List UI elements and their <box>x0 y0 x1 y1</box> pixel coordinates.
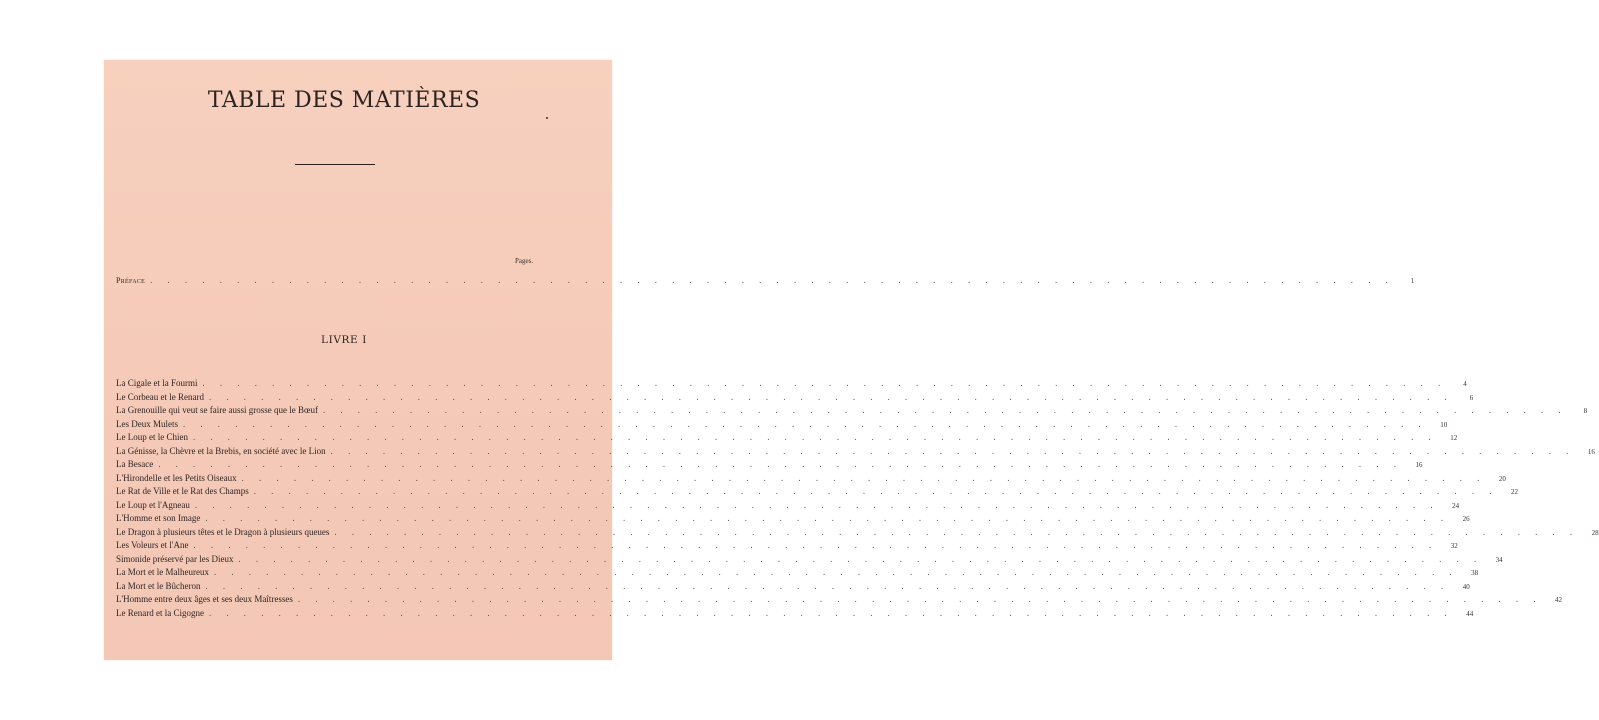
toc-entry-title: Les Deux Mulets <box>116 418 178 429</box>
page-title: TABLE DES MATIÈRES <box>207 88 481 113</box>
dot-leader: . . . . . . . . . . . . . . . . . . . . . . . . . . . . . . . . . . . . . . . . . . . . . . . . . . . . . . . . . . . . . . . . . . . . . . . . <box>212 570 1458 578</box>
toc-entry-title: La Génisse, la Chèvre et la Brebis, en société avec le Lion <box>116 445 326 456</box>
toc-page-number: 20 <box>1498 474 1506 483</box>
toc-entry[interactable] <box>116 499 1460 514</box>
toc-page-number: 8 <box>1583 407 1588 415</box>
stray-ink-dot <box>546 117 548 119</box>
toc-page-number: 12 <box>1450 434 1458 442</box>
toc-entry-title: Le Dragon à plusieurs têtes et le Dragon à plusieurs queues <box>116 526 330 537</box>
toc-entry-title: L'Homme entre deux âges et ses deux Maîtresses <box>116 594 293 604</box>
pages-column-label: Pages. <box>515 257 534 265</box>
dot-leader: . . . . . . . . . . . . . . . . . . . . . . . . . . . . . . . . . . . . . . . . . . . . . . . . . . . . . . . . . . . . . . . . . . . . . . . . <box>149 278 1394 286</box>
toc-entry[interactable] <box>116 418 1448 433</box>
toc-page-number: 42 <box>1555 596 1563 604</box>
dot-leader: . . . . . . . . . . . . . . . . . . . . . . . . . . . . . . . . . . . . . . . . . . . . . . . . . . . . . . . . . . . . . . . . . . . . . . . . <box>201 381 1446 389</box>
dot-leader: . . . . . . . . . . . . . . . . . . . . . . . . . . . . . . . . . . . . . . . . . . . . . . . . . . . . . . . . . . . . . . . . . . . . . . . . <box>329 448 1574 457</box>
toc-page-number: 16 <box>1415 461 1423 469</box>
toc-page-number: 28 <box>1591 528 1599 537</box>
toc-entry[interactable] <box>116 432 1458 446</box>
toc-entry[interactable] <box>116 540 1458 554</box>
toc-page-number: 34 <box>1495 555 1503 564</box>
toc-entry-title: L'Hirondelle et les Petits Oiseaux <box>116 472 237 483</box>
toc-entry[interactable] <box>116 553 1503 568</box>
toc-entry-title: Les Voleurs et l'Ane <box>116 540 189 550</box>
toc-entry-title: Préface <box>116 276 146 285</box>
toc-page-number: 24 <box>1452 501 1460 510</box>
toc-page-number: 6 <box>1469 393 1474 402</box>
toc-entry[interactable] <box>116 580 1470 595</box>
toc-page-number: 16 <box>1587 447 1595 456</box>
dot-leader: . . . . . . . . . . . . . . . . . . . . . . . . . . . . . . . . . . . . . . . . . . . . . . . . . . . . . . . . . . . . . . . . . . . . . . . . <box>207 610 1453 619</box>
dot-leader: . . . . . . . . . . . . . . . . . . . . . . . . . . . . . . . . . . . . . . . . . . . . . . . . . . . . . . . . . . . . . . . . . . . . . . . . <box>252 489 1497 497</box>
toc-entry[interactable] <box>116 378 1467 392</box>
book-page <box>104 60 1599 660</box>
dot-leader: . . . . . . . . . . . . . . . . . . . . . . . . . . . . . . . . . . . . . . . . . . . . . . . . . . . . . . . . . . . . . . . . . . . . . . . . <box>204 516 1449 524</box>
toc-entry-title: La Besace <box>116 459 154 469</box>
toc-entry-title: La Mort et le Malheureux <box>116 567 209 577</box>
dot-leader: . . . . . . . . . . . . . . . . . . . . . . . . . . . . . . . . . . . . . . . . . . . . . . . . . . . . . . . . . . . . . . . . . . . . . . . . <box>182 421 1427 430</box>
toc-entry-preface[interactable] <box>116 276 1415 290</box>
toc-entry-title: La Cigale et la Fourmi <box>116 378 198 388</box>
toc-entry-title: Le Corbeau et le Renard <box>116 391 204 402</box>
toc-entry-title: L'Homme et son Image <box>116 513 201 523</box>
toc-page-number: 40 <box>1462 582 1470 591</box>
toc-page-number: 4 <box>1463 380 1467 388</box>
toc-entry-title: Le Renard et la Cigogne <box>116 607 204 618</box>
toc-entry[interactable] <box>116 405 1588 419</box>
dot-leader: . . . . . . . . . . . . . . . . . . . . . . . . . . . . . . . . . . . . . . . . . . . . . . . . . . . . . . . . . . . . . . . . . . . . . . . . <box>207 394 1453 403</box>
dot-leader: . . . . . . . . . . . . . . . . . . . . . . . . . . . . . . . . . . . . . . . . . . . . . . . . . . . . . . . . . . . . . . . . . . . . . . . . <box>192 543 1437 551</box>
dot-leader: . . . . . . . . . . . . . . . . . . . . . . . . . . . . . . . . . . . . . . . . . . . . . . . . . . . . . . . . . . . . . . . . . . . . . . . . <box>321 408 1567 416</box>
toc-entry[interactable] <box>116 472 1506 487</box>
toc-entry[interactable] <box>116 391 1474 406</box>
dot-leader: . . . . . . . . . . . . . . . . . . . . . . . . . . . . . . . . . . . . . . . . . . . . . . . . . . . . . . . . . . . . . . . . . . . . . . . . <box>204 583 1449 592</box>
toc-entry[interactable] <box>116 445 1595 460</box>
toc-entry-title: Le Loup et l'Agneau <box>116 499 190 510</box>
dot-leader: . . . . . . . . . . . . . . . . . . . . . . . . . . . . . . . . . . . . . . . . . . . . . . . . . . . . . . . . . . . . . . . . . . . . . . . . <box>193 502 1439 511</box>
toc-page-number: 26 <box>1462 515 1470 523</box>
toc-entry[interactable] <box>116 513 1470 527</box>
title-rule <box>295 164 375 165</box>
toc-entry[interactable] <box>116 526 1599 541</box>
toc-entry-title: Simonide préservé par les Dieux <box>116 553 234 564</box>
toc-entry-title: La Mort et le Bûcheron <box>116 580 201 591</box>
toc-entry[interactable] <box>116 594 1563 608</box>
toc-page-number: 1 <box>1410 277 1415 285</box>
toc-entry-title: Le Loup et le Chien <box>116 432 188 442</box>
toc-page-number: 10 <box>1440 420 1448 429</box>
toc-entry-title: Le Rat de Ville et le Rat des Champs <box>116 486 249 496</box>
dot-leader: . . . . . . . . . . . . . . . . . . . . . . . . . . . . . . . . . . . . . . . . . . . . . . . . . . . . . . . . . . . . . . . . . . . . . . . . <box>240 475 1485 484</box>
dot-leader: . . . . . . . . . . . . . . . . . . . . . . . . . . . . . . . . . . . . . . . . . . . . . . . . . . . . . . . . . . . . . . . . . . . . . . . . <box>157 462 1402 470</box>
toc-entry-title: La Grenouille qui veut se faire aussi grosse que le Bœuf <box>116 405 318 415</box>
toc-page-number: 38 <box>1471 569 1479 577</box>
toc-entry[interactable] <box>116 486 1518 500</box>
toc-entry[interactable] <box>116 459 1423 473</box>
toc-entry[interactable] <box>116 567 1479 581</box>
section-heading: LIVRE I <box>321 334 367 346</box>
dot-leader: . . . . . . . . . . . . . . . . . . . . . . . . . . . . . . . . . . . . . . . . . . . . . . . . . . . . . . . . . . . . . . . . . . . . . . . . <box>296 597 1542 605</box>
dot-leader: . . . . . . . . . . . . . . . . . . . . . . . . . . . . . . . . . . . . . . . . . . . . . . . . . . . . . . . . . . . . . . . . . . . . . . . . <box>333 529 1578 538</box>
toc-page-number: 44 <box>1466 609 1474 618</box>
dot-leader: . . . . . . . . . . . . . . . . . . . . . . . . . . . . . . . . . . . . . . . . . . . . . . . . . . . . . . . . . . . . . . . . . . . . . . . . <box>237 556 1482 565</box>
toc-entry[interactable] <box>116 607 1474 622</box>
toc-page-number: 32 <box>1450 542 1458 550</box>
toc-page-number: 22 <box>1510 488 1518 496</box>
dot-leader: . . . . . . . . . . . . . . . . . . . . . . . . . . . . . . . . . . . . . . . . . . . . . . . . . . . . . . . . . . . . . . . . . . . . . . . . <box>191 435 1437 443</box>
